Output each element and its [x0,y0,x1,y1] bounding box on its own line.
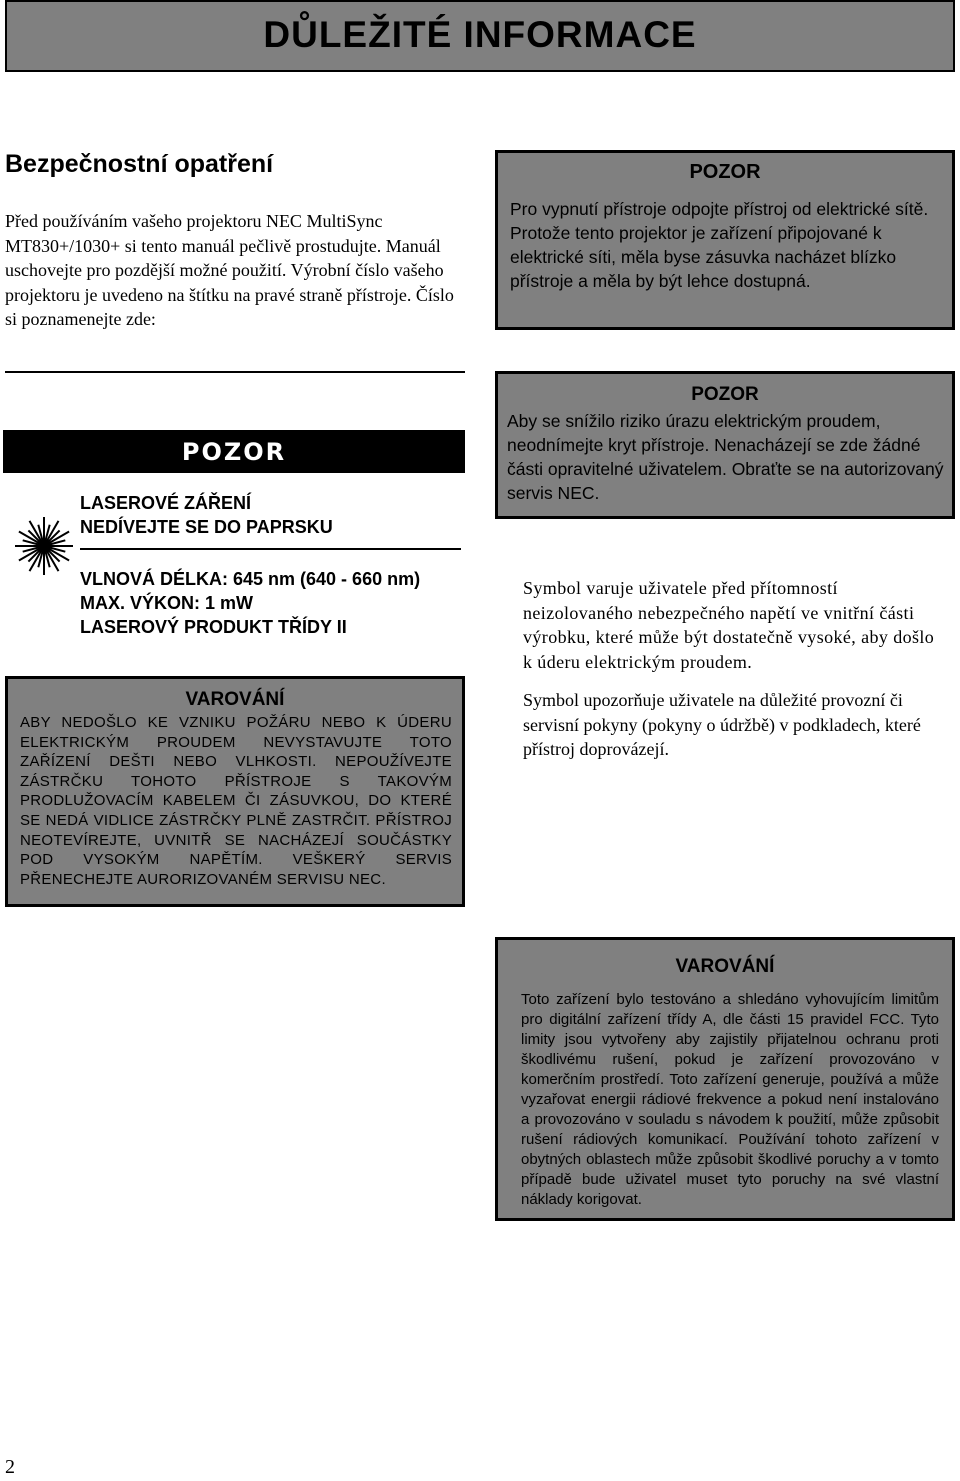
laser-banner-label: POZOR [181,438,287,466]
page-header [5,0,955,72]
page-title: DŮLEŽITÉ INFORMACE [263,14,697,55]
safety-heading: Bezpečnostní opatření [5,150,274,178]
varovani-fcc-box [495,937,955,1221]
pozor-cover-box [495,371,955,519]
page-number: 2 [5,1456,15,1478]
laser-burst-icon [14,516,74,576]
varovani-fire-heading: VAROVÁNÍ [185,689,285,710]
intro-paragraph: Před používáním vašeho projektoru NEC MultiSync MT830+/1030+ si tento manuál pečlivě prostudujte. Manuál uschovejte pro pozdější možné použití. Výrobní číslo vašeho projektoru je uvedeno na štítku na pravé straně přístroje. Číslo si poznamenejte zde: [5,211,454,329]
laser-line-2: NEDÍVEJTE SE DO PAPRSKU [80,517,333,537]
laser-divider [80,548,461,550]
laser-line-1: LASEROVÉ ZÁŘENÍ [80,493,252,513]
laser-warning-banner [3,430,465,473]
pozor-cover-text: Aby se snížilo riziko úrazu elektrickým proudem, neodnímejte kryt přístroje. Nenacházejí se zde žádné části opravitelné uživatelem. Obraťte se na autorizovaný servis NEC. [507,411,944,503]
laser-spec-class: LASEROVÝ PRODUKT TŘÍDY II [80,617,347,637]
varovani-fcc-heading: VAROVÁNÍ [675,956,775,977]
serial-number-line [5,371,465,373]
varovani-fire-box [5,676,465,907]
varovani-fire-text: ABY NEDOŠLO KE VZNIKU POŽÁRU NEBO K ÚDERU ELEKTRICKÝM PROUDEM NEVYSTAVUJTE TOTO ZAŘÍZENÍ DEŠTI NEBO VLHKOSTI. NEPOUŽÍVEJTE ZÁSTRČKU TOHOTO PŘÍSTROJE S TAKOVÝM PRODLUŽOVACÍM KABELEM ČI ZÁSUVKOU, DO KTERÉ SE NEDÁ VIDLICE ZÁSTRČKY PLNĚ ZASTRČIT. PŘÍSTROJ NEOTEVÍREJTE, UVNITŘ SE NACHÁZEJÍ SOUČÁSTKY POD VYSOKÝM NAPĚTÍM. VEŠKERÝ SERVIS PŘENECHEJTE AURORIZOVANÉM SERVISU NEC. [20,714,452,888]
laser-spec [80,567,470,639]
pozor-cover-heading: POZOR [691,384,759,405]
symbol-instructions-text: Symbol upozorňuje uživatele na důležité provozní či servisní pokyny (pokyny o údržbě) v podkladech, které přístroj doprovázejí. [523,690,921,759]
symbol-voltage-text: Symbol varuje uživatele před přítomností neizolovaného nebezpečného napětí ve vnitřní části výrobku, které může být dostatečně vysoké, aby došlo k úderu elektrickým proudem. [523,578,935,672]
laser-spec-wavelength: VLNOVÁ DÉLKA: 645 nm (640 - 660 nm) [80,569,421,589]
pozor-power-heading: POZOR [689,161,761,183]
pozor-power-box [495,150,955,330]
pozor-power-text: Pro vypnutí přístroje odpojte přístroj od elektrické sítě. Protože tento projektor je zařízení připojované k elektrické síti, měla byse zásuvka nacházet blízko přístroje a měla by být lehce dostupná. [510,199,929,291]
laser-spec-power: MAX. VÝKON: 1 mW [80,593,254,613]
varovani-fcc-text: Toto zařízení bylo testováno a shledáno vyhovujícím limitům pro digitální zařízení třídy A, dle části 15 pravidel FCC. Tyto limity jsou vytvořeny aby zajistily přijatelnou ochranu proti škodlivému rušení, pokud je zařízení provozováno v komerčním prostředí. Toto zařízení generuje, používá a může vyzařovat energii rádiové frekvence a pokud není instalováno a provozováno v souladu s návodem k použití, může způsobit rušení rádiových komunikací. Používání tohoto zařízení v obytných oblastech může způsobit škodlivé poruchy a v tomto případě bude uživatel muset tyto poruchy na své vlastní náklady korigovat. [521,991,939,1208]
